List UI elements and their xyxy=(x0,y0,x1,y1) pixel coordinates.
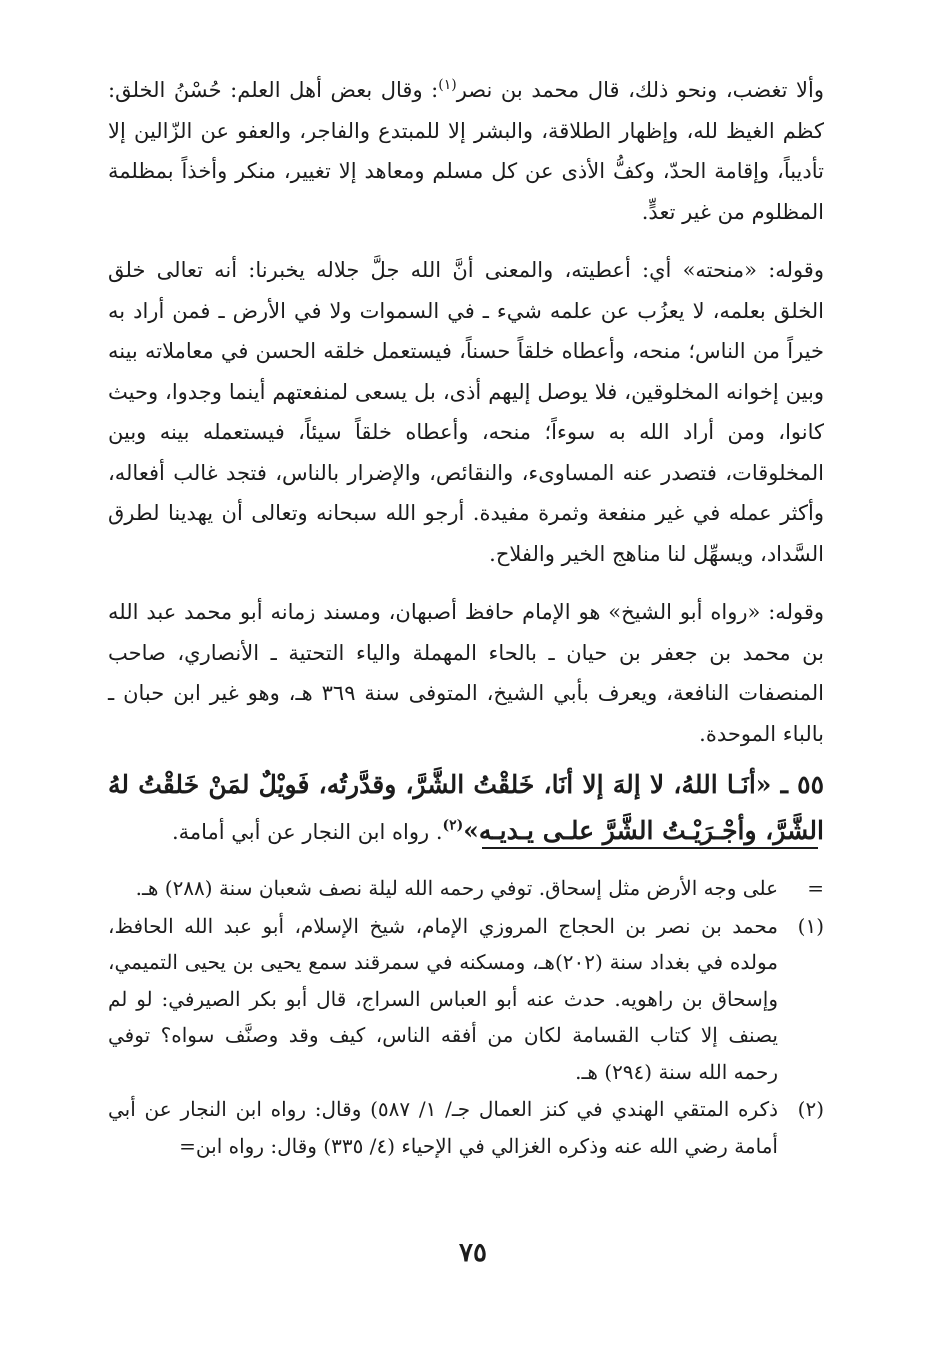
page-number: ٧٥ xyxy=(459,1238,487,1268)
hadith-55 xyxy=(108,762,824,855)
footnote-ref-2: (٢) xyxy=(442,817,464,834)
footnote-ref-1: (١) xyxy=(438,77,457,93)
footnote-mark: (٢) xyxy=(797,1097,824,1121)
hadith-source: . رواه ابن النجار عن أبي أمامة. xyxy=(171,820,443,844)
paragraph-1-start: وألا تغضب، ونحو ذلك، قال محمد بن نصر xyxy=(456,78,824,102)
footnote-1 xyxy=(108,908,824,1091)
paragraph-1-rest: : وقال بعض أهل العلم: حُسْنُ الخلق: كظم الغيظ لله، وإظهار الطلاقة، والبشر إلا للمبتدع والفاجر، والعفو عن الزّالين إلا تأديباً، وإقامة الحدّ، وكفُّ الأذى عن كل مسلم ومعاهد إلا تغيير، منكر وأخذاً بمظلمة المظلوم من غير تعدٍّ. xyxy=(108,78,824,224)
footnote-2 xyxy=(108,1091,824,1164)
footnote-text: ذكره المتقي الهندي في كنز العمال جـ/ ١/ ٥٨٧) وقال: رواه ابن النجار عن أبي أمامة رضي الله عنه وذكره الغزالي في الإحياء (٤/ ٣٣٥) وقال: رواه ابن= xyxy=(108,1097,778,1158)
footnote-text: على وجه الأرض مثل إسحاق. توفي رحمه الله ليلة نصف شعبان سنة (٢٨٨) هـ. xyxy=(135,876,778,900)
main-text xyxy=(108,66,824,880)
paragraph-3: وقوله: «رواه أبو الشيخ» هو الإمام حافظ أصبهان، ومسند زمانه أبو محمد عبد الله بن محمد بن جعفر بن حيان ـ بالحاء المهملة والياء التحتية ـ الأنصاري، صاحب المنصفات النافعة، ويعرف بأبي الشيخ، المتوفى سنة ٣٦٩ هـ، وهو غير ابن حبان ـ بالباء الموحدة. xyxy=(108,600,825,746)
footnote-separator xyxy=(482,847,818,849)
footnote-mark: (١) xyxy=(797,913,824,938)
hadith-text: ٥٥ ـ «أنَـا اللهُ، لا إلهَ إلا أنَا، خَلقْتُ الشَّرَّ، وقدَّرتُه، فَويْلٌ لمَنْ خَلقْتُ لهُ الشَّرَّ، وأجْـرَيْـتُ الشَّرَّ علـى يـديـه» xyxy=(108,770,824,845)
paragraph-2: وقوله: «منحته» أي: أعطيته، والمعنى أنَّ الله جلَّ جلاله يخبرنا: أنه تعالى خلق الخلق بعلمه، لا يعزُب عن علمه شيء ـ في السموات ولا في الأرض ـ فمن أراد به خيراً من الناس؛ منحه، وأعطاه خلقاً حسناً، فيستعمل خلقه الحسن في معاملاته بينه وبين إخوانه المخلوقين، فلا يوصل إليهم أذى، بل يسعى لمنفعتهم أينما وجدوا، وحيث كانوا، ومن أراد الله به سوءاً؛ منحه، وأعطاه خلقاً سيئاً، فيستعمله بينه وبين المخلوقات، فتصدر عنه المساوىء، والنقائص، والإضرار بالناس، فتجد غالب أفعاله، وأكثر عمله في غير منفعة وثمرة مفيدة. أرجو الله سبحانه وتعالى أن يهدينا لطرق السَّداد، ويسهِّل لنا مناهج الخير والفلاح. xyxy=(108,258,824,566)
footnote-mark: = xyxy=(807,876,824,900)
footnote-continuation xyxy=(108,870,824,907)
footnote-text: محمد بن نصر بن الحجاج المروزي الإمام، شيخ الإسلام، أبو عبد الله الحافظ، مولده في بغداد سنة (٢٠٢)هـ، ومسكنه في سمرقند سمع يحيى بن يحيى التميمي، وإسحاق بن راهويه. حدث عنه أبو العباس السراج، قال أبو بكر الصيرفي: لو لم يصنف إلا كتاب القسامة لكان من أفقه الناس، كيف وقد وصنَّف سواه؟ توفي رحمه الله سنة (٢٩٤) هـ. xyxy=(108,913,778,1084)
footnotes xyxy=(108,870,824,1165)
paragraph-1 xyxy=(108,70,824,232)
